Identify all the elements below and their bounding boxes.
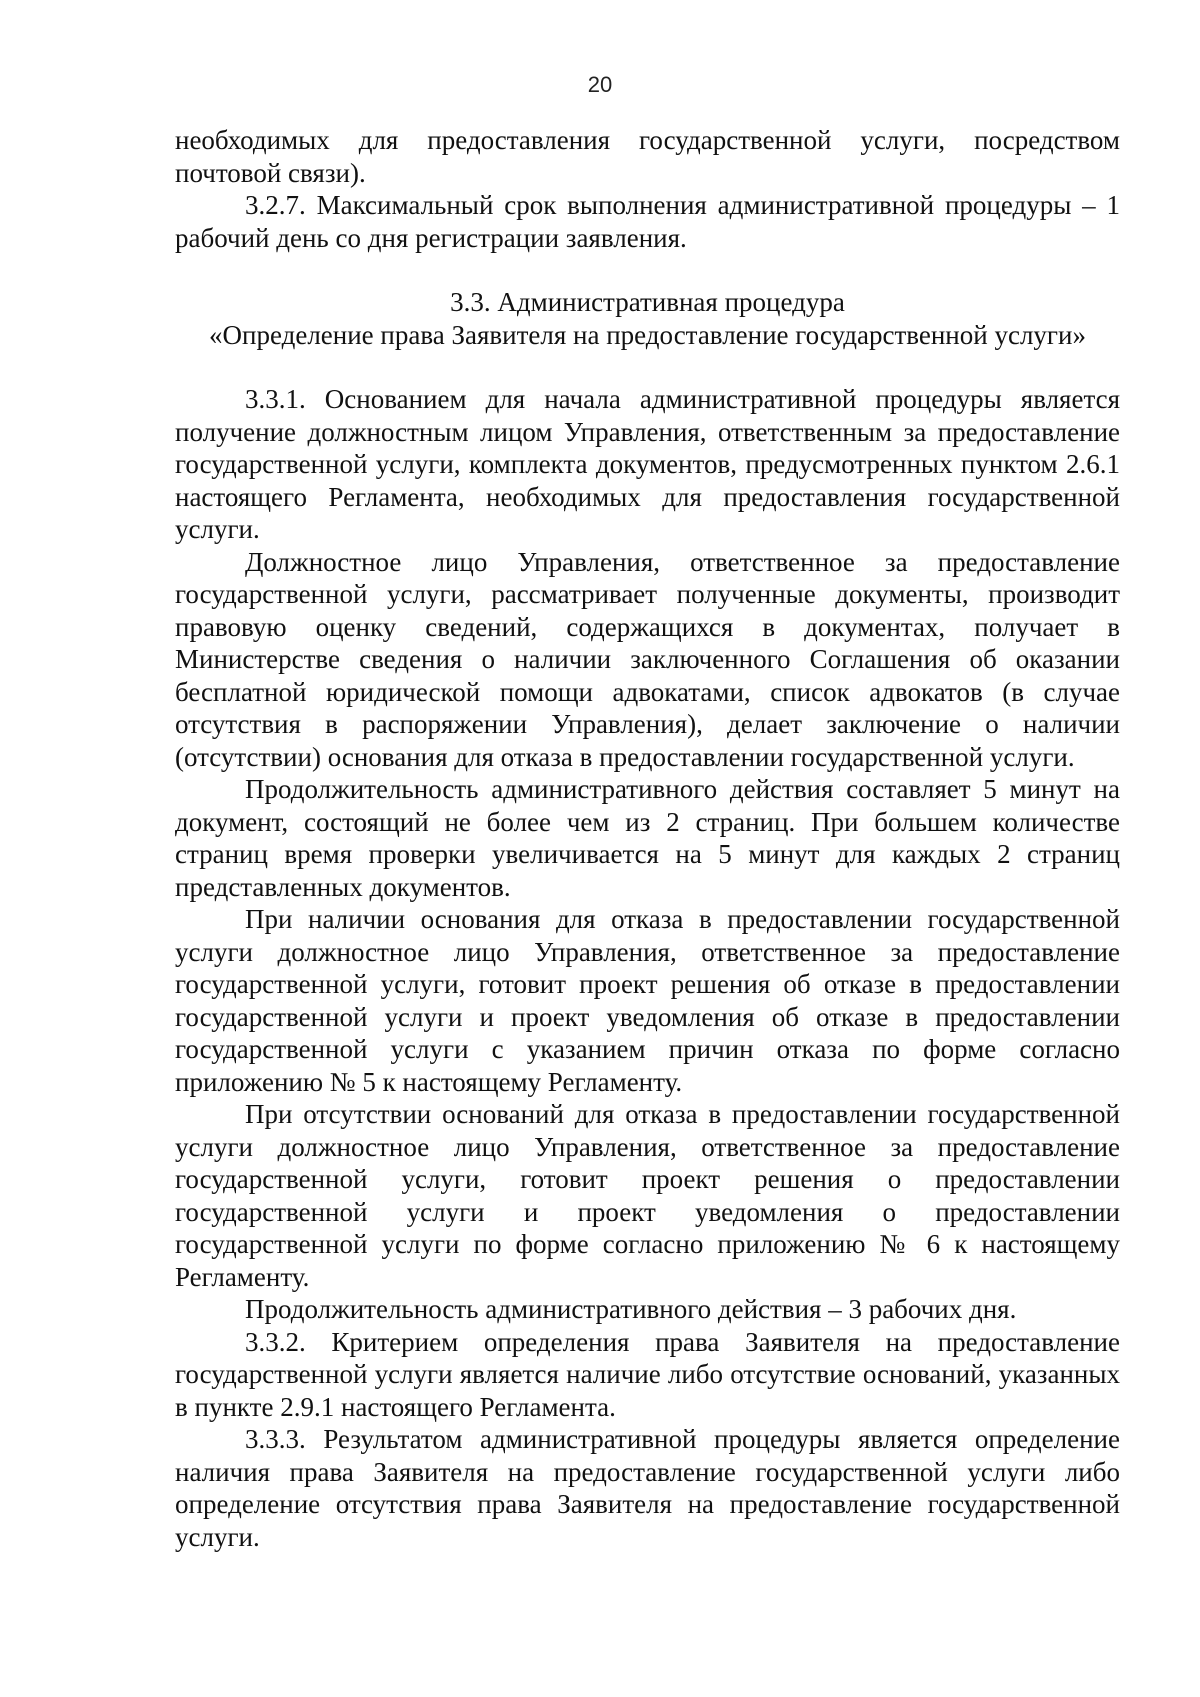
document-body [175, 124, 1120, 1553]
section-heading-title: «Определение права Заявителя на предоставление государственной услуги» [209, 319, 1086, 350]
paragraph-official-review: Должностное лицо Управления, ответственное за предоставление государственной услуги, рассматривает полученные документы, производит правовую оценку сведений, содержащихся в документах, получает в Министерстве сведения о наличии заключенного Соглашения об оказании бесплатной юридической помощи адвокатами, список адвокатов (в случае отсутствия в распоряжении Управления), делает заключение о наличии (отсутствии) основания для отказа в предоставлении государственной услуги. [175, 546, 1120, 772]
paragraph-duration-action: Продолжительность административного действия – 3 рабочих дня. [245, 1294, 1017, 1324]
paragraph-refusal-grounds: При наличии основания для отказа в предоставлении государственной услуги должностное лицо Управления, ответственное за предоставление государственной услуги, готовит проект решения об отказе в предоставлении государственной услуги и проект уведомления об отказе в предоставлении государственной услуги с указанием причин отказа по форме согласно приложению № 5 к настоящему Регламенту. [175, 904, 1120, 1097]
paragraph-3-3-3: 3.3.3. Результатом административной процедуры является определение наличия права Заявителя на предоставление государственной услуги либо определение отсутствия права Заявителя на предоставление государственной услуги. [175, 1424, 1120, 1552]
paragraph-3-3-1: 3.3.1. Основанием для начала административной процедуры является получение должностным лицом Управления, ответственным за предоставление государственной услуги, комплекта документов, предусмотренных пунктом 2.6.1 настоящего Регламента, необходимых для предоставления государственной услуги. [175, 384, 1120, 544]
paragraph-continuation: необходимых для предоставления государственной услуги, посредством почтовой связи). [175, 125, 1120, 188]
paragraph-3-2-7: 3.2.7. Максимальный срок выполнения административной процедуры – 1 рабочий день со дня регистрации заявления. [175, 190, 1120, 253]
paragraph-duration-check: Продолжительность административного действия составляет 5 минут на документ, состоящий не более чем из 2 страниц. При большем количестве страниц время проверки увеличивается на 5 минут для каждых 2 страниц представленных документов. [175, 774, 1120, 902]
page-number: 20 [587, 72, 613, 97]
section-heading-number: 3.3. Административная процедура [450, 287, 845, 317]
paragraph-3-3-2: 3.3.2. Критерием определения права Заявителя на предоставление государственной услуги является наличие либо отсутствие оснований, указанных в пункте 2.9.1 настоящего Регламента. [175, 1326, 1120, 1422]
paragraph-no-refusal-grounds: При отсутствии оснований для отказа в предоставлении государственной услуги должностное лицо Управления, ответственное за предоставление государственной услуги, готовит проект решения о предоставлении государственной услуги и проект уведомления о предоставлении государственной услуги по форме согласно приложению № 6 к настоящему Регламенту. [175, 1099, 1120, 1292]
